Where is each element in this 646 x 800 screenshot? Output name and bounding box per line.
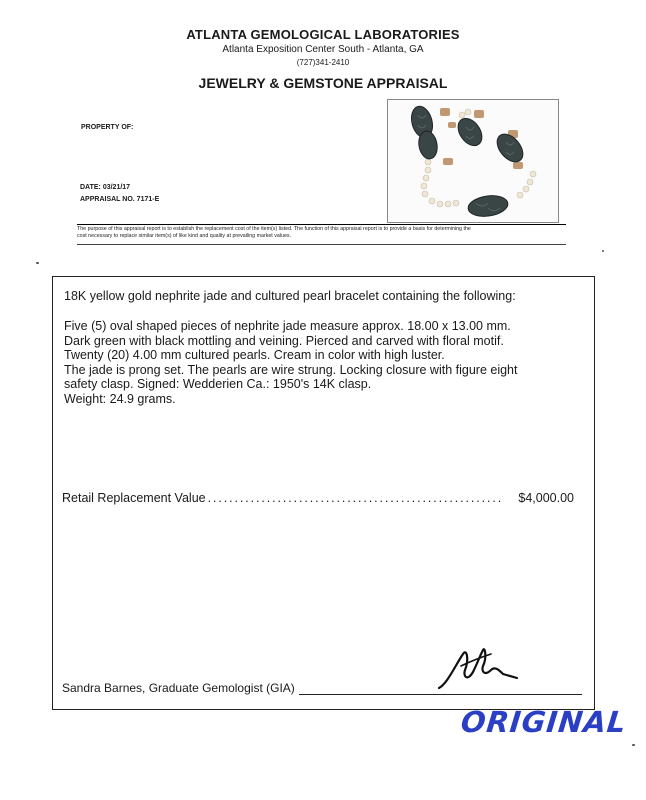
date-value: 03/21/17 — [102, 184, 131, 191]
detail-line: safety clasp. Signed: Wedderien Ca.: 1950's 14K clasp. — [64, 377, 372, 391]
appraiser-name: Sandra Barnes, Graduate Gemologist (GIA) — [62, 681, 295, 695]
property-of-label: PROPERTY OF: — [81, 124, 134, 131]
purpose-line: cost necessary to replace similar item(s) of like kind and quality at prevailing market values. — [77, 233, 292, 239]
detail-line: Dark green with black mottling and veining. Pierced and carved with floral motif. — [64, 333, 504, 348]
paper-speck — [632, 744, 635, 746]
document-title: JEWELRY & GEMSTONE APPRAISAL — [198, 75, 448, 91]
item-intro: 18K yellow gold nephrite jade and cultured pearl bracelet containing the following: — [64, 289, 516, 303]
date-label: DATE: — [80, 184, 101, 191]
signature-underline — [299, 684, 582, 695]
value-amount: $4,000.00 — [518, 491, 574, 505]
lab-phone: (727)341-2410 — [296, 58, 350, 67]
detail-line: Five (5) oval shaped pieces of nephrite jade measure approx. 18.00 x 13.00 mm. — [64, 319, 511, 333]
purpose-line: The purpose of this appraisal report is to establish the replacement cost of the item(s) listed. The function of this appraisal report is to provide a basis for determining the — [77, 226, 471, 232]
original-stamp: ORIGINAL — [459, 705, 629, 739]
item-details — [64, 319, 517, 406]
purpose-top-rule — [77, 224, 566, 225]
appraiser-signature-line — [62, 681, 582, 695]
purpose-bottom-rule — [77, 244, 566, 245]
paper-speck — [602, 250, 604, 252]
detail-line: The jade is prong set. The pearls are wire strung. Locking closure with figure eight — [64, 362, 518, 377]
leader-dots: ....................................................... — [207, 491, 504, 505]
detail-line: Weight: 24.9 grams. — [64, 391, 176, 406]
appraisal-number-value: 7171-E — [136, 196, 160, 203]
value-label: Retail Replacement Value — [62, 491, 206, 505]
detail-line: Twenty (20) 4.00 mm cultured pearls. Cream in color with high luster. — [64, 348, 445, 362]
appraisal-number-field — [80, 196, 159, 203]
lab-name: ATLANTA GEMOLOGICAL LABORATORIES — [186, 27, 460, 42]
purpose-statement — [77, 226, 566, 240]
item-photo — [387, 99, 559, 223]
paper-speck — [36, 262, 39, 264]
date-field — [80, 184, 130, 191]
bracelet-photo-graphic — [388, 100, 558, 222]
lab-address: Atlanta Exposition Center South - Atlanta, GA — [222, 44, 424, 55]
appraisal-number-label: APPRAISAL NO. — [80, 196, 135, 203]
retail-replacement-value — [62, 491, 574, 505]
